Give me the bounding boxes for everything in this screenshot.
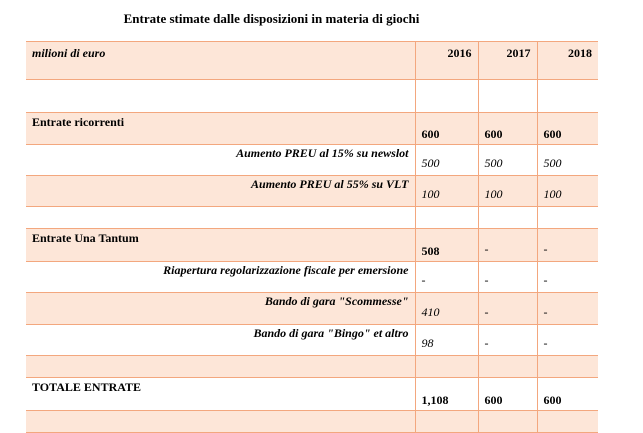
spacer-cell [26,207,415,229]
spacer-cell [26,80,415,113]
table-row [26,113,598,145]
spacer-cell [26,411,415,433]
year-2018-header: 2018 [537,42,598,80]
table-title-text: Entrate stimate dalle disposizioni in materia di giochi [123,11,420,26]
row-label: Aumento PREU al 55% su VLT [26,176,415,207]
value-cell: 600 [415,113,478,145]
spacer-cell [537,207,598,229]
spacer-row [26,207,598,229]
table-row [26,262,598,293]
spacer-cell [478,80,537,113]
value-cell: 500 [478,145,537,176]
table-title [0,11,643,27]
value-cell: 508 [415,229,478,262]
row-label: Bando di gara "Bingo" et altro [26,325,415,356]
spacer-cell [478,411,537,433]
header-row [26,42,598,80]
row-label: Entrate Una Tantum [26,229,415,262]
value-cell: 600 [478,113,537,145]
value-cell: - [537,325,598,356]
row-label: Riapertura regolarizzazione fiscale per emersione [26,262,415,293]
table-row [26,176,598,207]
table-row [26,229,598,262]
table-row [26,145,598,176]
spacer-cell [26,356,415,378]
value-cell: 600 [537,113,598,145]
spacer-cell [478,207,537,229]
value-cell: 1,108 [415,378,478,411]
spacer-cell [415,207,478,229]
value-cell: - [415,262,478,293]
value-cell: 500 [537,145,598,176]
table-row [26,293,598,325]
value-cell: - [478,262,537,293]
spacer-cell [415,356,478,378]
value-cell: - [537,293,598,325]
spacer-cell [537,80,598,113]
value-cell: - [478,293,537,325]
value-cell: 500 [415,145,478,176]
value-cell: 600 [537,378,598,411]
table-row [26,325,598,356]
value-cell: - [478,229,537,262]
spacer-row [26,80,598,113]
spacer-cell [478,356,537,378]
value-cell: 98 [415,325,478,356]
spacer-cell [537,411,598,433]
value-cell: 100 [537,176,598,207]
spacer-cell [537,356,598,378]
row-label: TOTALE ENTRATE [26,378,415,411]
total-row [26,378,598,411]
row-label: Entrate ricorrenti [26,113,415,145]
spacer-row [26,411,598,433]
value-cell: 410 [415,293,478,325]
spacer-cell [415,80,478,113]
year-2017-header: 2017 [478,42,537,80]
value-cell: 100 [415,176,478,207]
value-cell: - [537,262,598,293]
row-label: Aumento PREU al 15% su newslot [26,145,415,176]
estimates-table [26,41,598,433]
spacer-cell [415,411,478,433]
value-cell: 100 [478,176,537,207]
value-cell: - [478,325,537,356]
value-cell: - [537,229,598,262]
unit-label: milioni di euro [26,42,415,80]
row-label: Bando di gara "Scommesse" [26,293,415,325]
year-2016-header: 2016 [415,42,478,80]
value-cell: 600 [478,378,537,411]
spacer-row [26,356,598,378]
